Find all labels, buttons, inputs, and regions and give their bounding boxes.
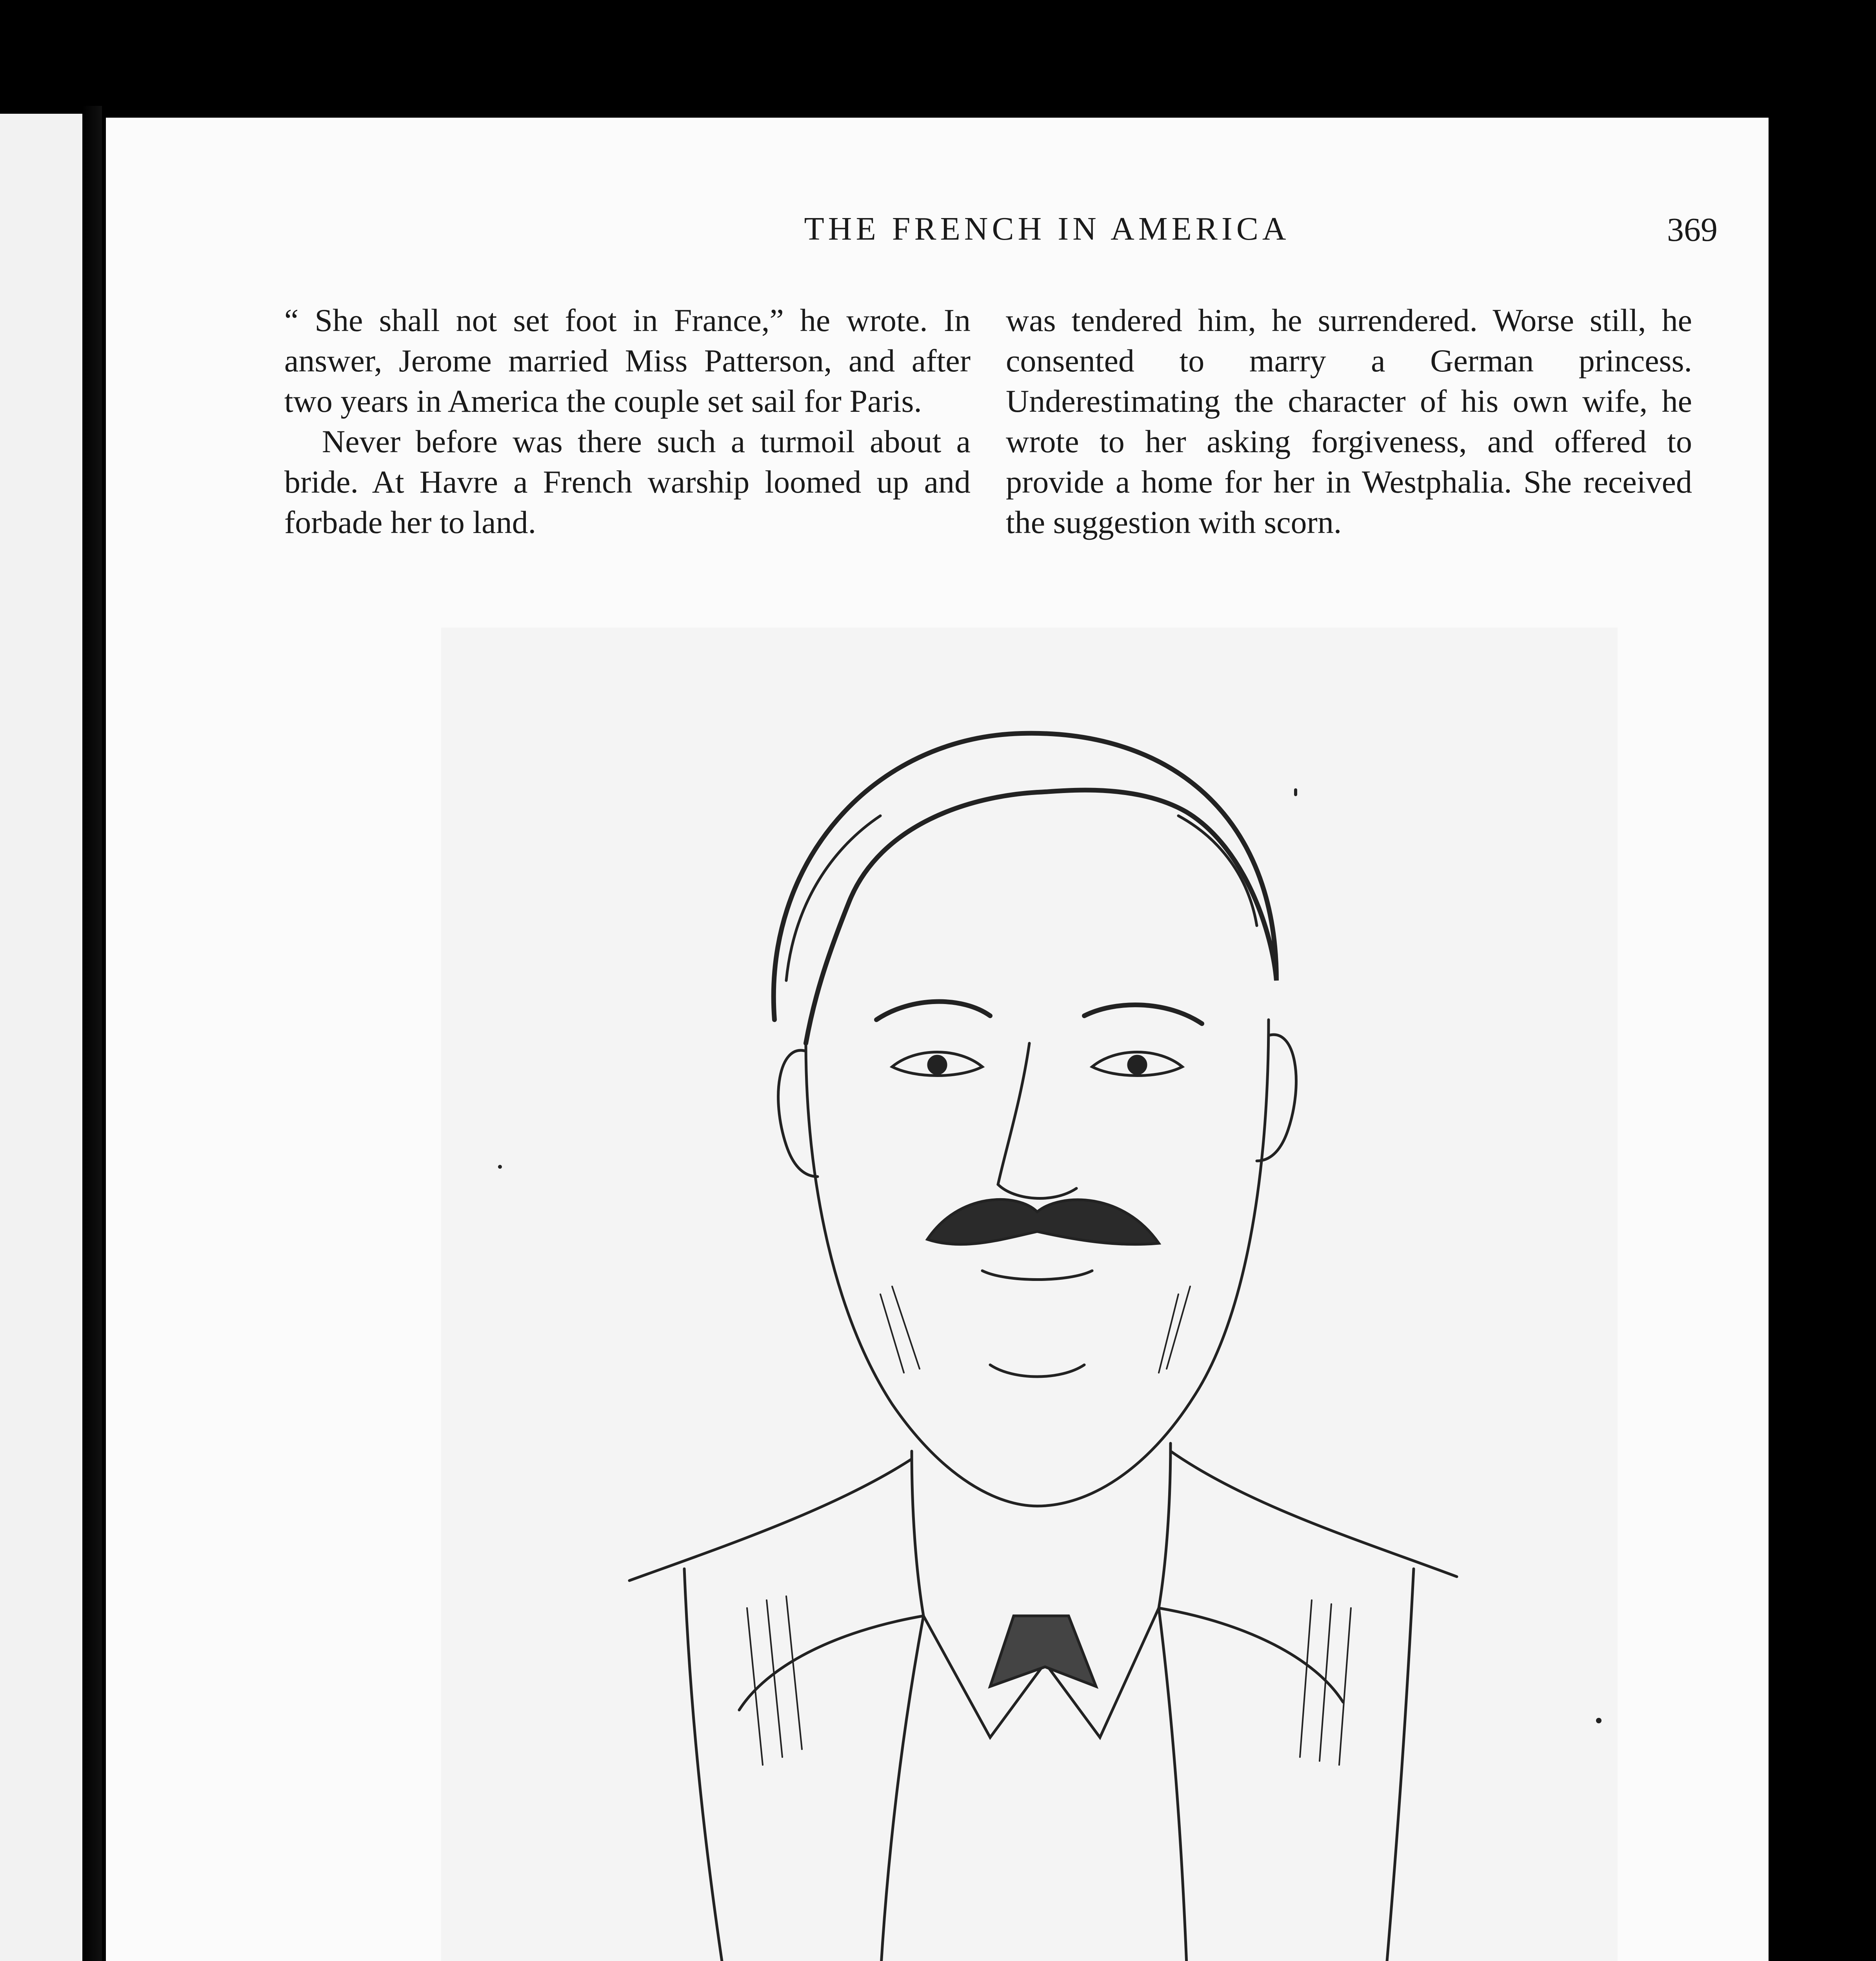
portrait-illustration [441, 628, 1618, 1961]
portrait-drawing [441, 628, 1618, 1961]
facing-page-edge [0, 114, 82, 1961]
ink-speck [1596, 1718, 1602, 1723]
paragraph: Never before was there such a turmoil about a bride. At Havre a French warship loomed up and forbade her to land. [284, 424, 971, 540]
paragraph: was tendered him, he surrendered. Worse still, he consented to marry a German princess. Underestimating the character of his own wife, he wrote to her asking forgiveness, and offered to provide a home for her in Westphalia. She received the suggestion with scorn. [1006, 302, 1692, 540]
ink-speck [1294, 788, 1297, 796]
page-number: 369 [1667, 211, 1718, 248]
book-page [106, 118, 1769, 1961]
running-title: THE FRENCH IN AMERICA [804, 211, 1290, 247]
column-left-top [284, 300, 971, 542]
paragraph: “ She shall not set foot in France,” he wrote. In answer, Jerome married Miss Patterson, and after two years in America the couple set sail for Paris. [284, 302, 971, 419]
book-gutter [82, 106, 102, 1961]
ink-speck [498, 1165, 502, 1169]
column-right-top [1006, 300, 1692, 542]
